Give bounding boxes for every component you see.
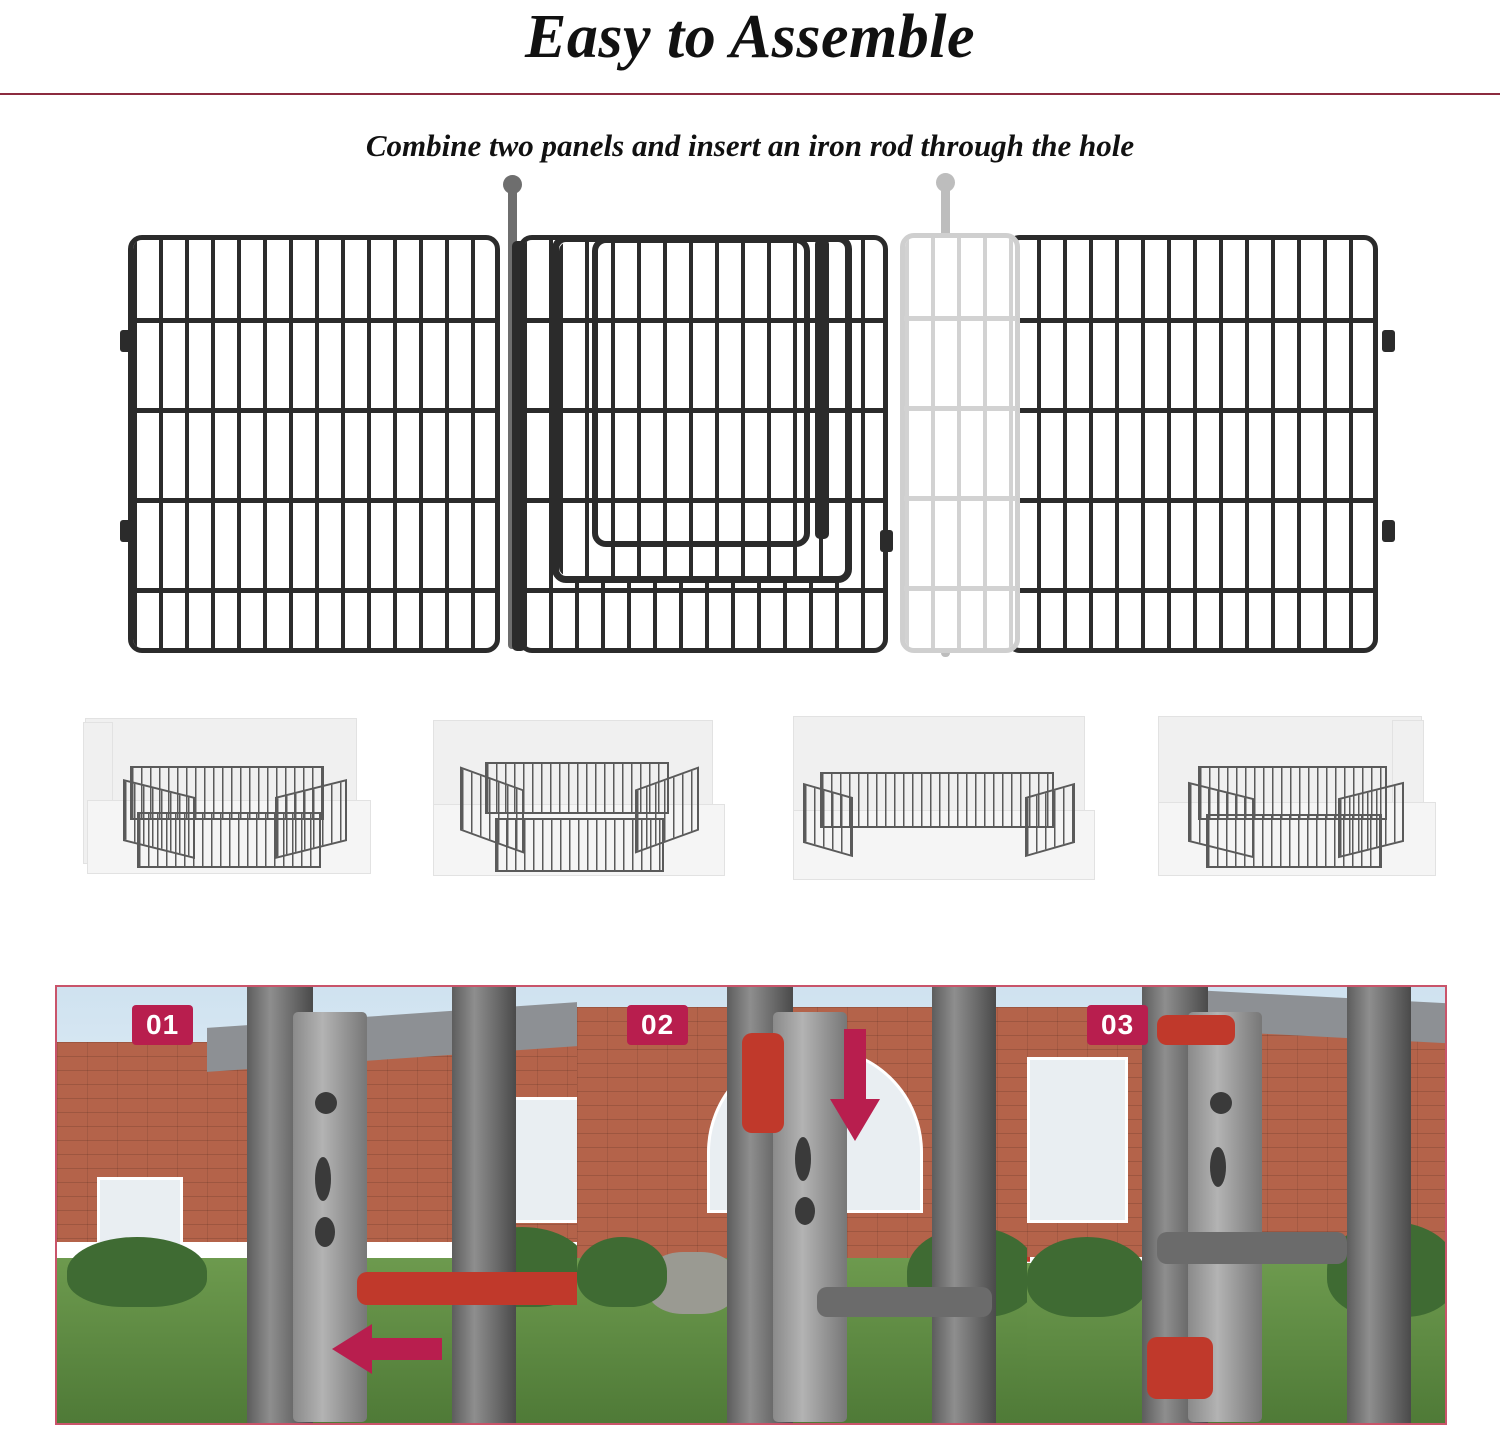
- panel-crossbar: [1010, 408, 1374, 413]
- configuration-thumb-1: [75, 700, 405, 915]
- arrow-push-down-icon: [827, 1029, 883, 1141]
- panel-tab-left-lower: [120, 520, 133, 542]
- panel-crossbar: [132, 498, 496, 503]
- panel-crossbar-ghost: [904, 406, 1016, 411]
- panel-bars: [1011, 240, 1373, 648]
- bush: [577, 1237, 667, 1307]
- gate-hinge-right: [815, 239, 829, 539]
- panel-crossbar-ghost: [904, 586, 1016, 591]
- header-divider: [0, 93, 1500, 95]
- panel-crossbar: [1010, 588, 1374, 593]
- gate-inner-frame: [592, 237, 810, 547]
- mini-fence-arc-front: [495, 818, 664, 872]
- iron-rod-inserted: [817, 1287, 992, 1317]
- panel-crossbar-ghost: [904, 496, 1016, 501]
- page-subtitle: Combine two panels and insert an iron rod through the hole: [365, 128, 1135, 163]
- rod-knob-ghost-icon: [936, 173, 955, 192]
- configuration-thumb-4: [1140, 700, 1470, 915]
- panel-tab-right-lower: [1382, 520, 1395, 542]
- step-badge-02: 02: [627, 1005, 688, 1045]
- fence-post-back: [1347, 987, 1411, 1423]
- bracket-hole: [795, 1197, 815, 1225]
- panel-bars: [133, 240, 495, 648]
- mini-fence-back: [820, 772, 1054, 828]
- fence-post-back: [932, 987, 996, 1423]
- bracket-hole: [1210, 1147, 1226, 1187]
- assembly-step-photo-3: [1027, 987, 1445, 1423]
- panel-crossbar: [1010, 498, 1374, 503]
- fence-panel-ghost: [900, 233, 1020, 653]
- page-header: [0, 0, 1500, 96]
- mini-fence-front: [137, 812, 321, 868]
- gate-hinge-left: [512, 241, 526, 651]
- arrow-insert-icon: [332, 1322, 442, 1376]
- panel-tab-left-upper: [120, 330, 133, 352]
- mini-fence-front: [1206, 814, 1382, 868]
- assembly-step-photo-2: [577, 987, 1027, 1423]
- step-badge-03: 03: [1087, 1005, 1148, 1045]
- iron-rod-red-locked-bottom: [1147, 1337, 1213, 1399]
- house-window: [1027, 1057, 1128, 1223]
- bracket-hole: [315, 1217, 335, 1247]
- fence-panel-right: [1006, 235, 1378, 653]
- bracket-hole: [795, 1137, 811, 1181]
- bracket-hole: [1210, 1092, 1232, 1114]
- iron-rod-red-locked-top: [1157, 1015, 1235, 1045]
- panel-crossbar: [132, 408, 496, 413]
- panel-crossbar-ghost: [904, 316, 1016, 321]
- panel-tab-right-upper: [1382, 330, 1395, 352]
- fence-post-back: [452, 987, 516, 1423]
- bracket-hole: [315, 1157, 331, 1201]
- assembly-steps: [55, 985, 1447, 1425]
- bracket-hole: [315, 1092, 337, 1114]
- page-title: Easy to Assemble: [524, 3, 976, 71]
- iron-rod-red: [357, 1272, 577, 1305]
- panel-crossbar: [132, 318, 496, 323]
- step-badge-01: 01: [132, 1005, 193, 1045]
- configuration-thumbnails: [0, 700, 1500, 935]
- panel-crossbar: [1010, 318, 1374, 323]
- rod-knob-icon: [503, 175, 522, 194]
- fence-panel-left: [128, 235, 500, 653]
- bush: [67, 1237, 207, 1307]
- panel-crossbar: [132, 588, 496, 593]
- configuration-thumb-2: [425, 700, 755, 915]
- panel-assembly-diagram: [0, 175, 1500, 695]
- configuration-thumb-3: [785, 700, 1115, 915]
- panel-tab-center: [880, 530, 893, 552]
- bush: [1027, 1237, 1147, 1317]
- iron-rod-handle: [1157, 1232, 1347, 1264]
- panel-crossbar: [522, 588, 884, 593]
- iron-rod-red-top: [742, 1033, 784, 1133]
- assembly-step-photo-1: [57, 987, 577, 1423]
